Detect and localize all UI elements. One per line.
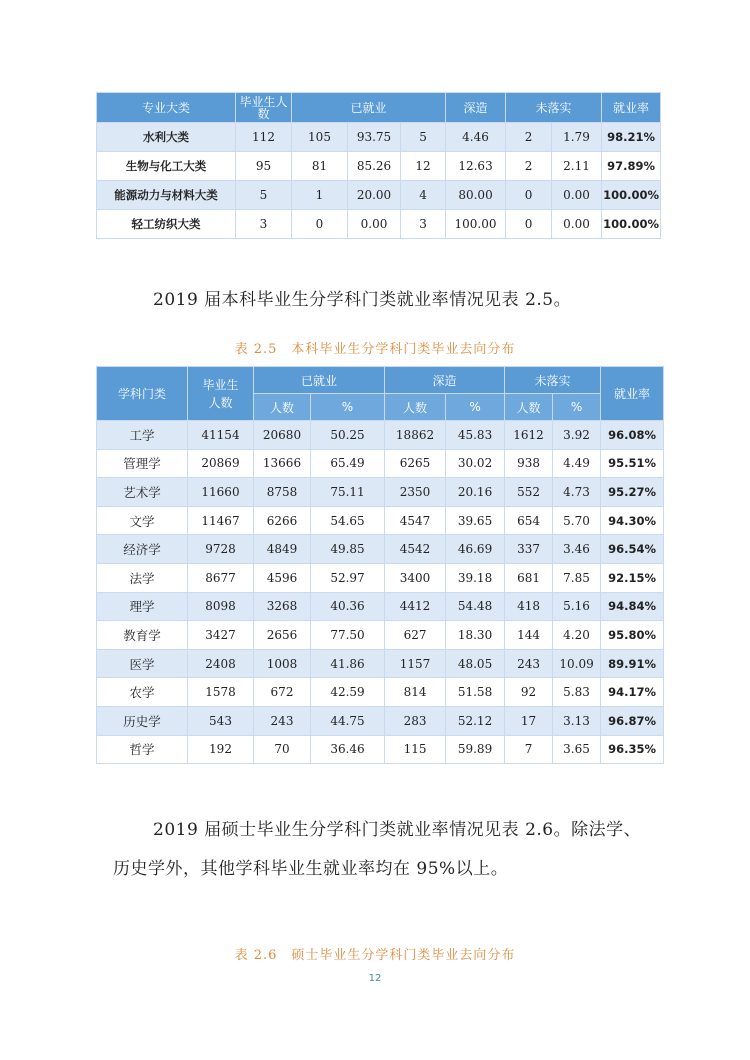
cell-graduates: 11660	[188, 478, 254, 507]
cell-rate: 96.35%	[601, 735, 664, 764]
cell-further-percent: 54.48	[446, 592, 505, 621]
cell-unplaced-count: 2	[506, 152, 552, 181]
cell-employed-percent: 44.75	[311, 706, 385, 735]
subheader-unplaced-percent: %	[553, 394, 601, 421]
cell-category: 法学	[97, 563, 188, 592]
cell-further-count: 2350	[385, 478, 446, 507]
cell-employed-count: 0	[292, 210, 348, 239]
cell-further-count: 4	[401, 181, 446, 210]
cell-employed-percent: 40.36	[311, 592, 385, 621]
cell-employed-count: 4596	[254, 563, 311, 592]
cell-graduates: 2408	[188, 649, 254, 678]
cell-graduates: 8098	[188, 592, 254, 621]
cell-further-count: 283	[385, 706, 446, 735]
cell-unplaced-percent: 3.46	[553, 535, 601, 564]
table-2-5-caption: 表 2.5 本科毕业生分学科门类毕业去向分布	[234, 342, 516, 357]
table1-body	[97, 123, 661, 239]
cell-further-percent: 39.65	[446, 506, 505, 535]
cell-further-percent: 20.16	[446, 478, 505, 507]
cell-employed-count: 3268	[254, 592, 311, 621]
cell-rate: 96.54%	[601, 535, 664, 564]
cell-unplaced-count: 7	[505, 735, 553, 764]
table2-body	[97, 421, 664, 764]
cell-employed-count: 81	[292, 152, 348, 181]
cell-category: 生物与化工大类	[97, 152, 236, 181]
cell-employed-count: 672	[254, 678, 311, 707]
cell-further-percent: 80.00	[446, 181, 506, 210]
cell-employed-count: 1008	[254, 649, 311, 678]
cell-employed-percent: 49.85	[311, 535, 385, 564]
cell-further-count: 4547	[385, 506, 446, 535]
header-employed: 已就业	[254, 367, 385, 394]
cell-further-count: 1157	[385, 649, 446, 678]
cell-unplaced-count: 0	[506, 210, 552, 239]
cell-rate: 96.08%	[601, 421, 664, 450]
paragraph-intro-table-2-5: 2019 届本科毕业生分学科门类就业率情况见表 2.5。	[153, 290, 572, 310]
cell-employed-percent: 93.75	[348, 123, 401, 152]
subheader-further-count: 人数	[385, 394, 446, 421]
cell-unplaced-percent: 5.70	[553, 506, 601, 535]
table-row	[97, 152, 661, 181]
cell-further-count: 814	[385, 678, 446, 707]
cell-category: 教育学	[97, 621, 188, 650]
cell-further-count: 4542	[385, 535, 446, 564]
table-row	[97, 706, 664, 735]
header-unplaced: 未落实	[506, 93, 602, 123]
cell-further-count: 5	[401, 123, 446, 152]
page-number: 12	[368, 973, 382, 984]
cell-rate: 100.00%	[602, 181, 661, 210]
cell-employed-percent: 52.97	[311, 563, 385, 592]
cell-category: 农学	[97, 678, 188, 707]
cell-graduates: 5	[236, 181, 292, 210]
cell-employed-count: 1	[292, 181, 348, 210]
cell-unplaced-percent: 2.11	[552, 152, 602, 181]
header-further: 深造	[446, 93, 506, 123]
table-row	[97, 123, 661, 152]
cell-further-percent: 30.02	[446, 449, 505, 478]
cell-unplaced-percent: 0.00	[552, 210, 602, 239]
cell-category: 理学	[97, 592, 188, 621]
cell-further-count: 3400	[385, 563, 446, 592]
cell-employed-percent: 0.00	[348, 210, 401, 239]
cell-unplaced-percent: 3.13	[553, 706, 601, 735]
cell-further-percent: 4.46	[446, 123, 506, 152]
header-further: 深造	[385, 367, 505, 394]
cell-employed-percent: 41.86	[311, 649, 385, 678]
header-category: 专业大类	[97, 93, 236, 123]
table-row	[97, 592, 664, 621]
cell-unplaced-percent: 3.92	[553, 421, 601, 450]
cell-category: 历史学	[97, 706, 188, 735]
cell-employed-percent: 85.26	[348, 152, 401, 181]
cell-graduates: 3	[236, 210, 292, 239]
table-row	[97, 563, 664, 592]
cell-employed-percent: 50.25	[311, 421, 385, 450]
cell-unplaced-count: 92	[505, 678, 553, 707]
cell-further-percent: 46.69	[446, 535, 505, 564]
header-rate: 就业率	[601, 367, 664, 421]
cell-category: 工学	[97, 421, 188, 450]
table-2-6-caption: 表 2.6 硕士毕业生分学科门类毕业去向分布	[234, 948, 516, 963]
cell-further-percent: 100.00	[446, 210, 506, 239]
cell-unplaced-percent: 4.49	[553, 449, 601, 478]
cell-graduates: 8677	[188, 563, 254, 592]
cell-further-count: 627	[385, 621, 446, 650]
cell-unplaced-count: 0	[506, 181, 552, 210]
cell-unplaced-percent: 3.65	[553, 735, 601, 764]
cell-further-percent: 45.83	[446, 421, 505, 450]
table-row	[97, 181, 661, 210]
cell-unplaced-count: 681	[505, 563, 553, 592]
cell-unplaced-percent: 4.20	[553, 621, 601, 650]
cell-employed-percent: 65.49	[311, 449, 385, 478]
cell-unplaced-count: 2	[506, 123, 552, 152]
cell-employed-count: 20680	[254, 421, 311, 450]
subheader-employed-percent: %	[311, 394, 385, 421]
cell-rate: 98.21%	[602, 123, 661, 152]
cell-further-percent: 59.89	[446, 735, 505, 764]
cell-further-count: 3	[401, 210, 446, 239]
cell-category: 经济学	[97, 535, 188, 564]
cell-further-count: 115	[385, 735, 446, 764]
cell-rate: 89.91%	[601, 649, 664, 678]
header-unplaced: 未落实	[505, 367, 601, 394]
header-graduates: 毕业生人数	[236, 93, 292, 123]
cell-unplaced-percent: 4.73	[553, 478, 601, 507]
header-discipline: 学科门类	[97, 367, 188, 421]
cell-employed-count: 6266	[254, 506, 311, 535]
subheader-unplaced-count: 人数	[505, 394, 553, 421]
table-row	[97, 478, 664, 507]
cell-rate: 92.15%	[601, 563, 664, 592]
cell-rate: 97.89%	[602, 152, 661, 181]
subheader-further-percent: %	[446, 394, 505, 421]
table-row	[97, 210, 661, 239]
cell-further-percent: 18.30	[446, 621, 505, 650]
table-row	[97, 421, 664, 450]
header-graduates-line2: 人数	[208, 395, 233, 410]
cell-further-percent: 51.58	[446, 678, 505, 707]
cell-rate: 95.27%	[601, 478, 664, 507]
cell-graduates: 95	[236, 152, 292, 181]
cell-rate: 94.84%	[601, 592, 664, 621]
cell-unplaced-count: 17	[505, 706, 553, 735]
cell-further-percent: 52.12	[446, 706, 505, 735]
cell-further-percent: 48.05	[446, 649, 505, 678]
cell-employed-count: 243	[254, 706, 311, 735]
table-row	[97, 621, 664, 650]
cell-category: 轻工纺织大类	[97, 210, 236, 239]
cell-category: 管理学	[97, 449, 188, 478]
cell-employed-percent: 36.46	[311, 735, 385, 764]
cell-category: 艺术学	[97, 478, 188, 507]
cell-employed-percent: 75.11	[311, 478, 385, 507]
table-row	[97, 535, 664, 564]
cell-graduates: 11467	[188, 506, 254, 535]
cell-employed-count: 8758	[254, 478, 311, 507]
cell-rate: 95.80%	[601, 621, 664, 650]
cell-category: 水利大类	[97, 123, 236, 152]
cell-category: 哲学	[97, 735, 188, 764]
cell-unplaced-percent: 5.83	[553, 678, 601, 707]
cell-unplaced-count: 1612	[505, 421, 553, 450]
cell-unplaced-count: 243	[505, 649, 553, 678]
cell-unplaced-count: 337	[505, 535, 553, 564]
cell-rate: 95.51%	[601, 449, 664, 478]
header-graduates-line1: 毕业生	[202, 377, 239, 392]
cell-employed-percent: 77.50	[311, 621, 385, 650]
cell-rate: 94.17%	[601, 678, 664, 707]
cell-unplaced-count: 938	[505, 449, 553, 478]
cell-further-count: 4412	[385, 592, 446, 621]
cell-unplaced-count: 654	[505, 506, 553, 535]
cell-rate: 100.00%	[602, 210, 661, 239]
cell-rate: 96.87%	[601, 706, 664, 735]
cell-graduates: 543	[188, 706, 254, 735]
cell-unplaced-percent: 5.16	[553, 592, 601, 621]
table-row	[97, 649, 664, 678]
cell-unplaced-count: 144	[505, 621, 553, 650]
subheader-employed-count: 人数	[254, 394, 311, 421]
cell-graduates: 112	[236, 123, 292, 152]
cell-graduates: 1578	[188, 678, 254, 707]
cell-further-percent: 12.63	[446, 152, 506, 181]
cell-graduates: 41154	[188, 421, 254, 450]
cell-unplaced-percent: 0.00	[552, 181, 602, 210]
cell-further-count: 6265	[385, 449, 446, 478]
cell-employed-count: 70	[254, 735, 311, 764]
cell-category: 文学	[97, 506, 188, 535]
cell-unplaced-percent: 1.79	[552, 123, 602, 152]
cell-employed-count: 2656	[254, 621, 311, 650]
cell-employed-count: 13666	[254, 449, 311, 478]
header-employed: 已就业	[292, 93, 446, 123]
cell-unplaced-count: 552	[505, 478, 553, 507]
cell-employed-count: 105	[292, 123, 348, 152]
cell-category: 医学	[97, 649, 188, 678]
cell-graduates: 9728	[188, 535, 254, 564]
cell-employed-percent: 54.65	[311, 506, 385, 535]
table-row	[97, 506, 664, 535]
cell-employed-count: 4849	[254, 535, 311, 564]
cell-unplaced-count: 418	[505, 592, 553, 621]
paragraph-intro-table-2-6: 2019 届硕士毕业生分学科门类就业率情况见表 2.6。除法学、	[153, 820, 642, 840]
cell-graduates: 3427	[188, 621, 254, 650]
cell-further-count: 12	[401, 152, 446, 181]
table-row	[97, 735, 664, 764]
paragraph-intro-table-2-6-cont: 历史学外，其他学科毕业生就业率均在 95%以上。	[113, 859, 509, 879]
table-row	[97, 449, 664, 478]
table-row	[97, 678, 664, 707]
cell-further-percent: 39.18	[446, 563, 505, 592]
vocational-category-table	[96, 92, 661, 239]
cell-graduates: 20869	[188, 449, 254, 478]
cell-unplaced-percent: 10.09	[553, 649, 601, 678]
header-rate: 就业率	[602, 93, 661, 123]
undergraduate-discipline-table	[96, 366, 664, 764]
cell-employed-percent: 20.00	[348, 181, 401, 210]
header-graduates	[188, 367, 254, 421]
cell-graduates: 192	[188, 735, 254, 764]
cell-category: 能源动力与材料大类	[97, 181, 236, 210]
cell-unplaced-percent: 7.85	[553, 563, 601, 592]
cell-employed-percent: 42.59	[311, 678, 385, 707]
cell-rate: 94.30%	[601, 506, 664, 535]
cell-further-count: 18862	[385, 421, 446, 450]
